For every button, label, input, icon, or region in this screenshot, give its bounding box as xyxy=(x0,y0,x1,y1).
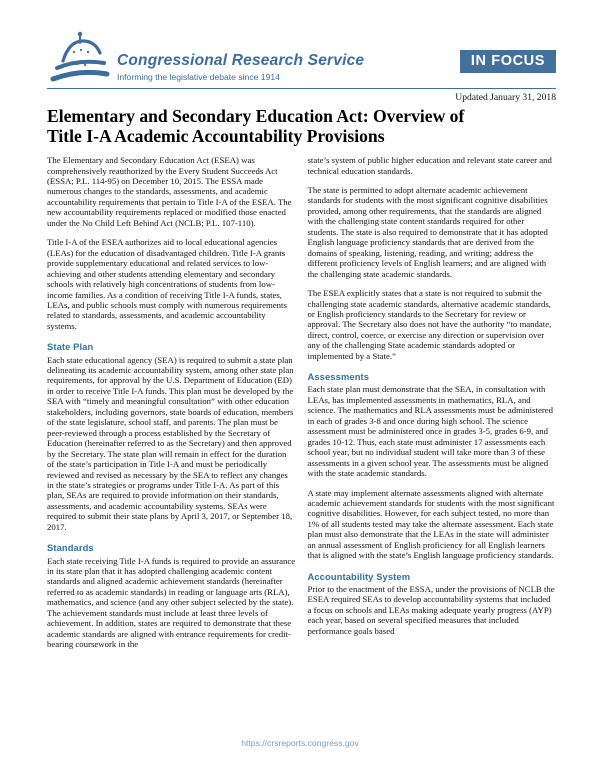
brand-text xyxy=(117,52,364,85)
paragraph: Each state receiving Title I-A funds is required to provide an assurance in its state plan that it has adopted challenging academic content standards and aligned academic achievement standards (hereinafter referred to as academic standards) in reading or language arts (RLA), mathematics, and science (and any other subject selected by the state). The achievement standards must include at least three levels of achievement. In addition, states are required to demonstrate that these academic standards are aligned with entrance requirements for credit-bearing coursework in the xyxy=(47,555,296,650)
left-column xyxy=(47,155,296,659)
brand-name: Congressional Research Service xyxy=(117,52,365,69)
crs-brand xyxy=(50,30,364,85)
header-divider xyxy=(47,88,556,89)
section-heading-state-plan: State Plan xyxy=(47,341,94,353)
paragraph: Each state plan must demonstrate that the SEA, in consultation with LEAs, has implemented assessments in mathematics, RLA, and science. The mathematics and RLA assessments must be administered in each of grades 3-8 and once during high school. The science assessment must be administered once in grades 3-5, grades 6-9, and grades 10-12. Thus, each state must administer 17 assessments each school year, but no individual student will take more than 3 of these assessments in a given school year. The assessments must be aligned with the state academic standards. xyxy=(307,384,554,479)
brand-tagline: Informing the legislative debate since 1914 xyxy=(117,72,280,82)
body-columns xyxy=(47,155,556,659)
paragraph: A state may implement alternate assessments aligned with alternate academic achievement standards for students with the most significant cognitive disabilities. However, for each subject tested, no more than 1% of all students tested may take the alternate assessment. Each state plan must also demonstrate that the LEAs in the state will administer an annual assessment of English proficiency for all English learners that is aligned with the state’s English language proficiency standards. xyxy=(307,487,555,561)
paragraph: The state is permitted to adopt alternate academic achievement standards for students with the most significant cognitive disabilities provided, among other requirements, that the standards are aligned with the challenging state content standards required for other students. The state is also required to demonstrate that it has adopted English language proficiency standards that are derived from the domains of speaking, listening, reading, and writing; address the different proficiency levels of English learners; and are aligned with the challenging state academic standards. xyxy=(307,185,548,279)
paragraph: The ESEA explicitly states that a state is not required to submit the challenging state academic standards, alternative academic standards, or English proficiency standards to the Secretary for review or approval. The Secretary also does not have the authority “to mandate, direct, control, coerce, or exercise any direction or supervision over any of the challenging State academic standards adopted or implemented by a State.” xyxy=(307,288,552,361)
section-heading-standards: Standards xyxy=(47,542,94,554)
capitol-dome-icon xyxy=(50,30,110,85)
paragraph: Each state educational agency (SEA) is required to submit a state plan delineating its academic accountability system, among other state plan requirements, for approval by the U.S. Department of Education (ED) in order to receive Title I-A funds. This plan must be developed by the SEA with “timely and meaningful consultation” with other education stakeholders, including governors, state boards of education, members of the state legislature, school staff, and parents. The plan must be peer-reviewed through a process established by the Secretary of Education (hereinafter referred to as the Secretary) and then approved by the Secretary. The state plan will remain in effect for the duration of the state’s participation in Title I-A and must be periodically reviewed and revised as necessary by the SEA to reflect any changes in the state’s strategies or programs under Title I-A. As part of this plan, SEAs are required to provide information on their standards, assessments, and academic accountability systems. SEAs were required to submit their state plans by April 3, 2017, or September 18, 2017. xyxy=(47,354,294,532)
crs-reports-link[interactable]: https://crsreports.congress.gov xyxy=(241,738,359,748)
in-focus-badge: IN FOCUS xyxy=(460,50,556,73)
updated-date: Updated January 31, 2018 xyxy=(455,92,556,103)
document-footer xyxy=(0,733,600,751)
paragraph: state’s system of public higher education and relevant state career and technical education standards. xyxy=(307,155,552,176)
paragraph: Prior to the enactment of the ESSA, under the provisions of NCLB the ESEA required SEAs to develop accountability systems that included a focus on schools and LEAs making adequate yearly progress (AYP) each year, based on several specified measures that included performance goals based xyxy=(307,583,555,636)
paragraph: The Elementary and Secondary Education Act (ESEA) was comprehensively reauthorized by the Every Student Succeeds Act (ESSA; P.L. 114-95) on December 10, 2015. The ESSA made numerous changes to the standards, assessments, and academic accountability requirements that pertain to Title I-A of the ESEA. The new accountability requirements replaced or modified those enacted under the No Child Left Behind Act (NCLB; P.L. 107-110). xyxy=(47,155,292,228)
paragraph: Title I-A of the ESEA authorizes aid to local educational agencies (LEAs) for the education of disadvantaged children. Title I-A grants provide supplementary educational and related services to low-achieving and other students attending elementary and secondary schools with relatively high concentrations of students from low-income families. As a condition of receiving Title I-A funds, states, LEAs, and public schools must comply with numerous requirements related to standards, assessments, and academic accountability systems. xyxy=(47,237,287,331)
document-title-line1: Elementary and Secondary Education Act: Overview of xyxy=(47,106,465,126)
document-header xyxy=(0,0,600,85)
section-heading-assessments: Assessments xyxy=(307,371,370,383)
right-column xyxy=(308,155,557,659)
document-title-line2: Title I-A Academic Accountability Provisions xyxy=(47,126,385,147)
section-heading-accountability-system: Accountability System xyxy=(307,570,411,582)
document-title xyxy=(47,106,556,146)
